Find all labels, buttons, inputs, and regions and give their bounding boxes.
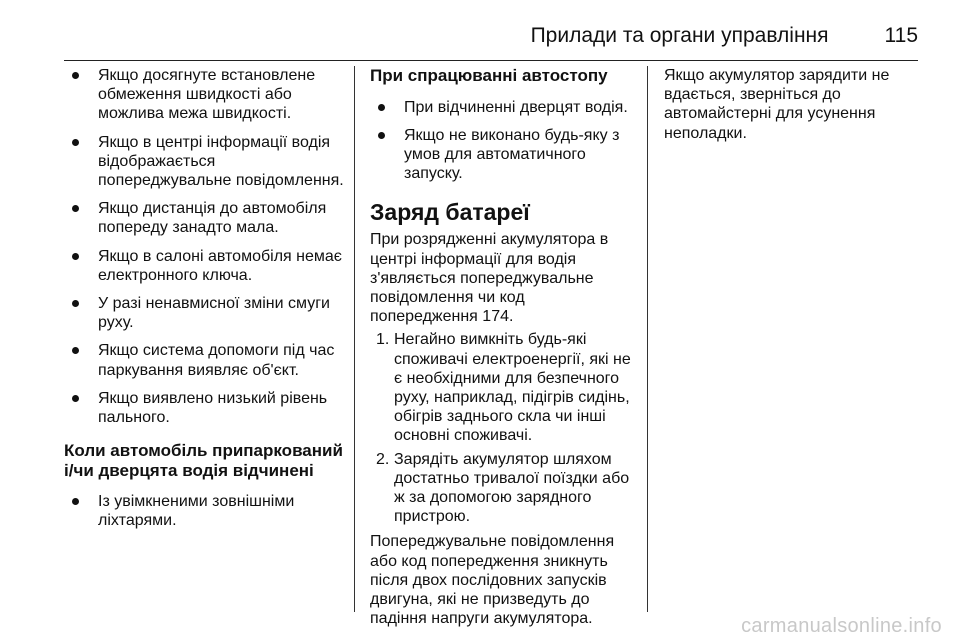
step-text: Зарядіть акумулятор шляхом достатньо тривалої поїздки або ж за допомогою зарядного пристрою. [394,450,630,526]
list-item [370,330,636,445]
page-number: 115 [884,24,918,47]
section-title: Заряд батареї [370,199,530,226]
column-divider-2 [647,66,648,612]
list-item: Якщо система допомоги під час паркування виявляє об'єкт. [64,341,348,379]
step-text: Негайно вимкніть будь-які споживачі електроенергії, які не є необхідними для безпечного руху, наприклад, підігрів сидінь, обігрів заднього скла чи інші основні споживачі. [394,331,631,445]
list-item: При відчиненні дверцят водія. [370,98,636,117]
list-item: Якщо в центрі інформації водія відображається попереджувальне повідомлення. [64,133,348,191]
column-right [664,66,924,147]
bullet-list [370,98,636,184]
paragraph-intro: При розрядженні акумулятора в центрі інформації для водія з'являється попереджувальне повідомлення чи код попередження 174. [370,231,609,326]
list-item: Якщо досягнуте встановлене обмеження швидкості або можлива межа швидкості. [64,66,348,124]
column-divider-1 [354,66,355,612]
step-number: 1. [376,331,390,349]
list-item [370,450,636,527]
list-item: Якщо в салоні автомобіля немає електронного ключа. [64,247,348,285]
numbered-list [370,330,636,526]
page-header [64,24,918,61]
section-heading: Коли автомобіль припаркований і/чи дверцята водія відчинені [64,441,343,480]
paragraph-closing: Попереджувальне повідомлення або код попередження зникнуть після двох послідовних запусків двигуна, які не призведуть до падіння напруги акумулятора. [370,533,615,628]
step-number: 2. [376,450,390,468]
list-item: Якщо не виконано будь-яку з умов для автоматичного запуску. [370,126,636,184]
list-item: Якщо дистанція до автомобіля попереду занадто мала. [64,199,348,237]
column-middle [370,66,636,632]
bullet-list [64,492,348,530]
watermark: carmanualsonline.info [741,615,942,637]
list-item: Із увімкненими зовнішніми ліхтарями. [64,492,348,530]
list-item: Якщо виявлено низький рівень пального. [64,389,348,427]
section-heading: При спрацюванні автостопу [370,66,608,85]
column-left [64,66,348,540]
paragraph: Якщо акумулятор зарядити не вдається, зверніться до автомайстерні для усунення неполадки. [664,67,890,142]
page-title: Прилади та органи управління [530,24,829,47]
list-item: У разі ненавмисної зміни смуги руху. [64,294,348,332]
bullet-list [64,66,348,427]
